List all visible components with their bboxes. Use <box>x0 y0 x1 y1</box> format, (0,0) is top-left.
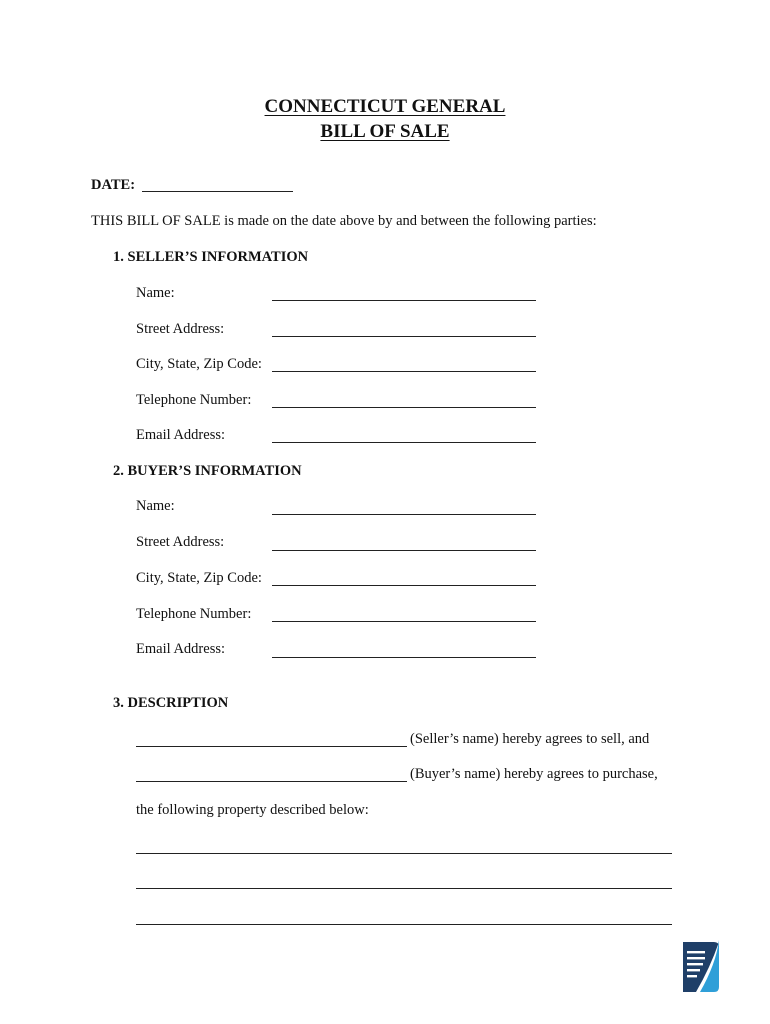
buyer-name-blank[interactable] <box>136 781 407 782</box>
description-heading: 3. DESCRIPTION <box>113 695 229 711</box>
buyer-street-field[interactable] <box>272 550 536 551</box>
buyer-city-label: City, State, Zip Code: <box>136 570 262 586</box>
document-logo-icon <box>680 938 722 994</box>
seller-name-label: Name: <box>136 285 175 301</box>
buyer-name-field[interactable] <box>272 514 536 515</box>
buyer-email-label: Email Address: <box>136 641 226 657</box>
date-field[interactable] <box>142 191 293 192</box>
intro-text: THIS BILL OF SALE is made on the date above by and between the following parties: <box>91 213 597 229</box>
buyer-phone-label: Telephone Number: <box>136 606 252 622</box>
property-description-line-1[interactable] <box>136 853 672 854</box>
buyer-city-field[interactable] <box>272 585 536 586</box>
seller-email-field[interactable] <box>272 442 536 443</box>
seller-clause: (Seller’s name) hereby agrees to sell, and <box>410 731 650 747</box>
document-title-line2: BILL OF SALE <box>320 121 450 142</box>
buyer-email-field[interactable] <box>272 657 536 658</box>
seller-name-blank[interactable] <box>136 746 407 747</box>
date-label: DATE: <box>91 177 136 193</box>
buyer-clause: (Buyer’s name) hereby agrees to purchase, <box>410 766 658 782</box>
seller-name-field[interactable] <box>272 300 536 301</box>
property-description-line-2[interactable] <box>136 888 672 889</box>
seller-city-field[interactable] <box>272 371 536 372</box>
seller-phone-field[interactable] <box>272 407 536 408</box>
buyer-name-label: Name: <box>136 498 175 514</box>
buyer-phone-field[interactable] <box>272 621 536 622</box>
property-intro: the following property described below: <box>136 802 369 818</box>
seller-street-field[interactable] <box>272 336 536 337</box>
document-title-line1: CONNECTICUT GENERAL <box>264 96 506 117</box>
property-description-line-3[interactable] <box>136 924 672 925</box>
seller-phone-label: Telephone Number: <box>136 392 252 408</box>
buyer-street-label: Street Address: <box>136 534 225 550</box>
seller-email-label: Email Address: <box>136 427 226 443</box>
seller-street-label: Street Address: <box>136 321 225 337</box>
buyer-heading: 2. BUYER’S INFORMATION <box>113 463 302 479</box>
seller-city-label: City, State, Zip Code: <box>136 356 262 372</box>
seller-heading: 1. SELLER’S INFORMATION <box>113 249 309 265</box>
